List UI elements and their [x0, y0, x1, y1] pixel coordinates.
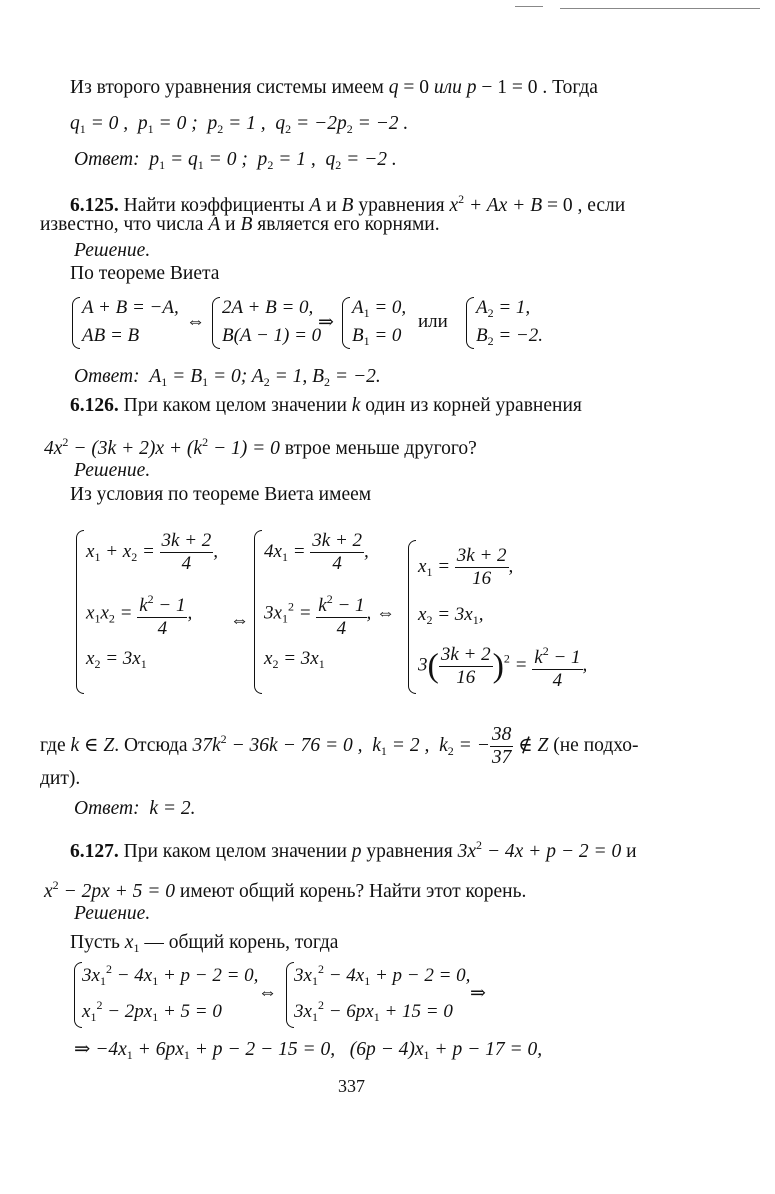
text-line: По теореме Виета — [70, 263, 220, 284]
answer-line: Ответ: k = 2. — [74, 798, 196, 819]
answer-label: Ответ: — [74, 798, 140, 819]
text-line: $x^2 - 2px + 5 = 0$ имеют общий корень? Найти этот корень. — [44, 878, 527, 902]
text-run: и — [321, 195, 342, 216]
math-var: p — [461, 77, 477, 98]
solution-label: Решение. — [74, 460, 151, 481]
answer-line: Ответ: $A_1 = B_1 = 0$; $A_2 = 1$, $B_2 = -2$. — [74, 366, 381, 389]
text-run: − 1 = 0 . Тогда — [476, 77, 598, 98]
text-run: — общий корень, тогда — [139, 932, 339, 953]
text-run: втрое меньше другого? — [279, 438, 477, 459]
text-run: = 0 — [398, 77, 434, 98]
text-run: или — [418, 311, 448, 332]
text-run: известно, что числа — [40, 214, 209, 235]
text-line: где k ∈ Z. Отсюда $37k^2 - 36k - 76 = 0$ , $k_1 = 2$ , $k_2$ = − $\frac{38}{37}$ ∉ Z (не подхо- — [40, 724, 639, 768]
text-run: где — [40, 734, 71, 756]
text-run: (не подхо- — [548, 734, 639, 756]
problem-heading: 6.126. При каком целом значении k один из корней уравнения — [70, 395, 582, 416]
math-var: q — [388, 77, 399, 98]
text-line: дит). — [40, 768, 81, 789]
solution-label: Решение. — [74, 240, 151, 261]
answer-label: Ответ: — [74, 366, 140, 387]
problem-number: 6.125. — [70, 195, 119, 216]
problem-heading: 6.125. Найти коэффициенты A и B уравнения $x^2 + Ax + B = 0$ , если — [70, 192, 626, 216]
text-run: . Отсюда — [114, 734, 193, 756]
text-line: Из условия по теореме Виета имеем — [70, 484, 372, 505]
text-line: известно, что числа A и B является его корнями. — [40, 214, 440, 235]
text-run: один из корней уравнения — [360, 395, 582, 416]
problem-number: 6.127. — [70, 841, 119, 862]
text-run: является его корнями. — [252, 214, 440, 235]
page-number: 337 — [338, 1076, 365, 1096]
text-run: уравнения — [361, 841, 458, 862]
text-run: При каком целом значении — [118, 841, 352, 862]
text-run: Найти коэффициенты — [118, 195, 310, 216]
text-run: При каком целом значении — [118, 395, 352, 416]
problem-heading: 6.127. При каком целом значении p уравнения $3x^2 - 4x + p - 2 = 0$ и — [70, 838, 637, 862]
text-run: или — [433, 77, 462, 98]
answer-line: Ответ: $p_1 = q_1 = 0$ ; $p_2 = 1$ , $q_2 = -2$ . — [74, 149, 397, 172]
text-run: и — [621, 841, 637, 862]
math-line: $q_1 = 0$ , $p_1 = 0$ ; $p_2 = 1$ , $q_2 = -2p_2 = -2$ . — [70, 113, 409, 136]
text-line: $4x^2 - (3k + 2)x + (k^2 - 1) = 0$ втрое меньше другого? — [44, 435, 477, 459]
text-line — [70, 76, 598, 100]
text-run: = 0 , если — [542, 195, 626, 216]
text-run: имеют общий корень? Найти этот корень. — [175, 881, 527, 902]
text-run: Пусть — [70, 932, 125, 953]
problem-number: 6.126. — [70, 395, 119, 416]
text-run: Из второго уравнения системы имеем — [70, 77, 389, 98]
math-line: ⇒ $-4x_1 + 6px_1 + p - 2 - 15 = 0$, $(6p - 4)x_1 + p - 17 = 0$, — [74, 1039, 543, 1062]
scan-artifact-line — [560, 8, 760, 9]
answer-label: Ответ: — [74, 149, 140, 170]
solution-label: Решение. — [74, 903, 151, 924]
text-run: уравнения — [353, 195, 450, 216]
scan-artifact-line — [515, 6, 543, 7]
text-line: Пусть $x_1$ — общий корень, тогда — [70, 932, 339, 955]
